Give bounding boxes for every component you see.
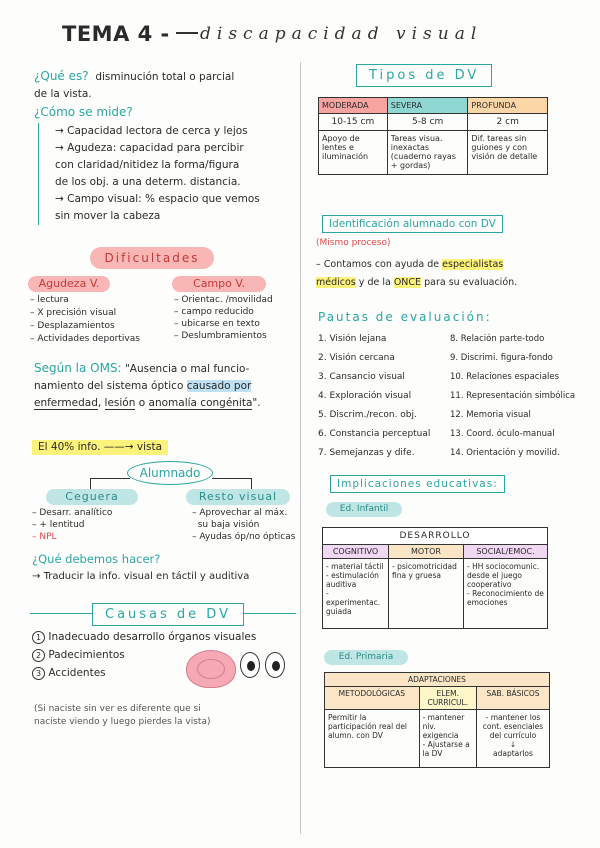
pautas-list-left <box>318 330 458 463</box>
campo-title: Campo V. <box>172 276 266 292</box>
implicaciones-title: Implicaciones educativas: <box>330 475 505 493</box>
infantil-table <box>322 527 548 629</box>
ceguera-item: – Desarr. analítico <box>32 508 113 518</box>
ceguera-list <box>32 507 112 543</box>
eye-icon <box>240 652 260 678</box>
infantil-cell: - material táctil - estimulación auditiva - experimentac. guiada <box>323 559 389 629</box>
resto-title: Resto visual <box>186 489 290 505</box>
que-es-answer-1: disminución total o parcial <box>95 71 235 83</box>
tipos-dist: 10-15 cm <box>319 114 388 131</box>
mide-item-campo-2: sin mover la cabeza <box>55 210 161 222</box>
campo-list <box>174 294 273 342</box>
pauta-item: 14. Orientación y movilid. <box>450 448 560 458</box>
page-subtitle: discapacidad visual <box>200 24 483 44</box>
causa-item: 1 Inadecuado desarrollo órganos visuales <box>32 628 256 646</box>
primaria-header: SAB. BÁSICOS <box>476 687 549 710</box>
tipos-header-moderada: MODERADA <box>319 98 388 114</box>
tipos-desc: Tareas visua. inexactas (cuaderno rayas + gordas) <box>387 131 468 175</box>
infantil-header: SOCIAL/EMOC. <box>464 545 548 559</box>
eyes-icon <box>240 652 285 682</box>
title-wave <box>176 32 198 34</box>
oms-definition: Según la OMS: "Ausencia o mal funcio- namiento del sistema óptico causado por enfermedad, lesión o anomalía congénita". <box>34 361 261 409</box>
primaria-cell: - mantener los cont. esenciales del currículo ↓ adaptarlos <box>476 710 549 768</box>
primaria-header: METODOLÓGICAS <box>325 687 420 710</box>
pauta-item: 7. Semejanzas y dife. <box>318 448 415 458</box>
tipos-table <box>318 97 548 175</box>
que-es-section <box>34 68 296 103</box>
que-hacer-section <box>32 551 296 585</box>
causa-item: 3 Accidentes <box>32 664 256 682</box>
pauta-item: 9. Discrimi. figura-fondo <box>450 353 553 363</box>
identificacion-sub: (Mismo proceso) <box>316 238 391 248</box>
mide-item-agudeza-3: de los obj. a una determ. distancia. <box>55 176 241 188</box>
campo-item: – campo reducido <box>174 307 254 317</box>
resto-list <box>192 507 295 543</box>
campo-item: – ubicarse en texto <box>174 319 260 329</box>
ceguera-title: Ceguera <box>46 489 138 505</box>
pauta-item: 4. Exploración visual <box>318 391 412 401</box>
pauta-item: 5. Discrim./recon. obj. <box>318 410 417 420</box>
pauta-item: 13. Coord. óculo-manual <box>450 429 555 439</box>
identificacion-title: Identificación alumnado con DV <box>322 215 503 233</box>
info-40-line: El 40% info. ——→ vista <box>32 440 168 455</box>
agudeza-title: Agudeza V. <box>28 276 110 292</box>
primaria-cell: - mantener niv. exigencia - Ajustarse a la DV <box>419 710 476 768</box>
causa-item: 2 Padecimientos <box>32 646 256 664</box>
pauta-item: 12. Memoria visual <box>450 410 531 420</box>
mide-item-agudeza-2: con claridad/nitidez la forma/figura <box>55 159 240 171</box>
column-divider <box>300 62 301 834</box>
primaria-header: ELEM. CURRICUL. <box>419 687 476 710</box>
pauta-item: 6. Constancia perceptual <box>318 429 431 439</box>
infantil-cell: - HH sociocomunic. desde el juego cooperativo - Reconocimiento de emociones <box>464 559 548 629</box>
primaria-label: Ed. Primaria <box>324 650 408 665</box>
resto-item: su baja visión <box>197 520 260 530</box>
mide-item-campo: → Campo visual: % espacio que vemos <box>55 193 260 205</box>
page-title: TEMA 4 - <box>62 22 170 46</box>
que-hacer-question: ¿Qué debemos hacer? <box>32 552 161 566</box>
dificultades-title: Dificultades <box>90 247 214 269</box>
pautas-title: Pautas de evaluación: <box>318 310 492 324</box>
pauta-item: 2. Visión cercana <box>318 353 395 363</box>
campo-item: – Orientac. /movilidad <box>174 295 273 305</box>
que-es-question: ¿Qué es? <box>34 69 89 83</box>
agudeza-item: – Desplazamientos <box>30 321 115 331</box>
alumnado-title: Alumnado <box>127 461 213 485</box>
resto-item: – Ayudas óp/no ópticas <box>192 532 296 542</box>
campo-item: – Deslumbramientos <box>174 331 267 341</box>
agudeza-item: – X precisión visual <box>30 308 117 318</box>
pauta-item: 8. Relación parte-todo <box>450 334 545 344</box>
que-hacer-answer: → Traducir la info. visual en táctil y auditiva <box>32 571 250 582</box>
pauta-item: 10. Relaciones espaciales <box>450 372 560 382</box>
agudeza-list <box>30 294 140 346</box>
infantil-label: Ed. Infantil <box>326 502 402 517</box>
tipos-dist: 2 cm <box>468 114 548 131</box>
primaria-cell: Permitir la participación real del alumn. con DV <box>325 710 420 768</box>
infantil-cell: - psicomotricidad fina y gruesa <box>388 559 463 629</box>
brain-icon <box>186 650 236 688</box>
primaria-table <box>324 672 550 768</box>
identificacion-text: – Contamos con ayuda de especialistas médicos y de la ONCE para su evaluación. <box>316 259 518 288</box>
agudeza-item: – Actividades deportivas <box>30 334 140 344</box>
tipos-header-profunda: PROFUNDA <box>468 98 548 114</box>
tipos-title: Tipos de DV <box>356 64 492 87</box>
pauta-item: 3. Cansancio visual <box>318 372 405 382</box>
resto-item: – Aprovechar al máx. <box>192 508 288 518</box>
mide-item-capacidad: → Capacidad lectora de cerca y lejos <box>55 125 248 137</box>
pauta-item: 11. Representación simbólica <box>450 391 576 401</box>
pauta-item: 1. Visión lejana <box>318 334 387 344</box>
infantil-table-title: DESARROLLO <box>323 528 548 545</box>
causas-title: Causas de DV <box>92 603 244 626</box>
agudeza-item: – lectura <box>30 295 69 305</box>
que-es-answer-2: de la vista. <box>34 88 92 100</box>
como-se-mide-section <box>34 104 296 225</box>
tipos-desc: Apoyo de lentes e iluminación <box>319 131 388 175</box>
oms-lead: Según la OMS: <box>34 361 122 375</box>
oms-highlight: causado por <box>186 380 252 392</box>
tipos-dist: 5-8 cm <box>387 114 468 131</box>
tipos-desc: Dif. tareas sin guiones y con visión de detalle <box>468 131 548 175</box>
como-se-mide-question: ¿Cómo se mide? <box>34 105 133 119</box>
ceguera-npl: – NPL <box>32 532 57 542</box>
mide-item-agudeza: → Agudeza: capacidad para percibir <box>55 142 244 154</box>
infantil-header: COGNITIVO <box>323 545 389 559</box>
tipos-header-severa: SEVERA <box>387 98 468 114</box>
infantil-header: MOTOR <box>388 545 463 559</box>
eye-icon <box>265 652 285 678</box>
ceguera-item: – + lentitud <box>32 520 85 530</box>
primaria-table-title: ADAPTACIONES <box>325 673 550 687</box>
pautas-list-right <box>450 330 590 463</box>
causas-note: (Si naciste sin ver es diferente que si naciste viendo y luego pierdes la vista) <box>34 704 211 727</box>
